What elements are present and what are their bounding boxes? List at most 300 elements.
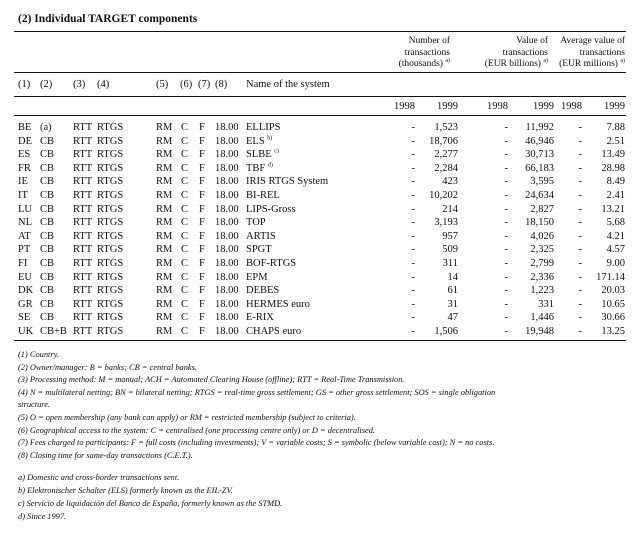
cell-memb bbox=[156, 258, 172, 269]
cell-geo bbox=[181, 149, 188, 160]
cell-text: 18.00 bbox=[215, 271, 239, 283]
cell-text: - bbox=[411, 298, 415, 310]
cell-geo bbox=[181, 312, 188, 323]
cell-a99 bbox=[601, 299, 625, 310]
cell-text: 18.00 bbox=[215, 285, 239, 297]
cell-v99 bbox=[525, 217, 554, 228]
year-val-1999: 1999 bbox=[533, 101, 554, 112]
cell-text: - bbox=[504, 312, 508, 324]
cell-t98 bbox=[412, 272, 416, 283]
cell-v99 bbox=[530, 176, 554, 187]
cell-a98 bbox=[579, 326, 583, 337]
cell-text: RTT bbox=[73, 230, 93, 242]
cell-text: LIPS-Gross bbox=[246, 203, 296, 215]
cell-name bbox=[246, 312, 274, 323]
cell-text: RM bbox=[156, 258, 173, 269]
cell-a98 bbox=[579, 258, 583, 269]
cell-a98 bbox=[579, 272, 583, 283]
cell-text: 20.03 bbox=[601, 285, 625, 297]
cell-memb bbox=[156, 231, 172, 242]
cell-text: RM bbox=[156, 190, 173, 201]
cell-v99 bbox=[530, 244, 554, 255]
year-tx-1998: 1998 bbox=[394, 101, 415, 112]
cell-text: RTGS bbox=[97, 326, 124, 337]
cell-text: - bbox=[578, 162, 582, 174]
cell-text: C bbox=[181, 271, 189, 283]
cell-text: RTT bbox=[73, 298, 93, 310]
header-rule bbox=[14, 72, 626, 73]
year-tx-1999: 1999 bbox=[437, 101, 458, 112]
cell-text: 5.68 bbox=[606, 217, 625, 229]
cell-v99 bbox=[530, 285, 554, 296]
cell-memb bbox=[156, 285, 172, 296]
cell-close bbox=[215, 312, 239, 323]
cell-text: - bbox=[504, 217, 508, 229]
cell-text: CB bbox=[40, 162, 55, 174]
header-transactions bbox=[399, 36, 450, 71]
cell-country bbox=[18, 122, 31, 133]
cell-text: - bbox=[578, 135, 582, 147]
cell-net bbox=[97, 122, 123, 133]
cell-net bbox=[97, 299, 123, 310]
cell-a99 bbox=[601, 149, 625, 160]
cell-text: 311 bbox=[442, 258, 458, 269]
cell-country bbox=[18, 190, 28, 201]
cell-proc bbox=[73, 122, 92, 133]
cell-text: 46,946 bbox=[525, 135, 554, 147]
cell-text: - bbox=[411, 149, 415, 161]
cell-text: C bbox=[181, 203, 189, 215]
cell-memb bbox=[156, 217, 172, 228]
note: d) Since 1997. bbox=[18, 512, 67, 521]
cell-text: - bbox=[411, 285, 415, 297]
cell-text: CB bbox=[40, 135, 55, 147]
cell-v99 bbox=[525, 190, 554, 201]
cell-text: EPM bbox=[246, 271, 268, 283]
cell-text: - bbox=[504, 258, 508, 269]
cell-v98 bbox=[505, 122, 509, 133]
cell-text: C bbox=[181, 190, 189, 201]
cell-text: 9.00 bbox=[606, 258, 625, 269]
cell-text: - bbox=[504, 122, 508, 133]
cell-t98 bbox=[412, 258, 416, 269]
cell-text: C bbox=[181, 244, 189, 256]
cell-text: 18.00 bbox=[215, 135, 239, 147]
cell-text: 18.00 bbox=[215, 258, 239, 269]
cell-text: BOF-RTGS bbox=[246, 258, 297, 269]
cell-proc bbox=[73, 272, 92, 283]
cell-text: C bbox=[181, 122, 189, 133]
cell-text: - bbox=[411, 135, 415, 147]
cell-text: - bbox=[504, 271, 508, 283]
cell-t99 bbox=[442, 176, 458, 187]
cell-text: SLBE bbox=[246, 149, 272, 161]
cell-text: RTT bbox=[73, 285, 93, 297]
cell-v98 bbox=[505, 163, 509, 174]
cell-proc bbox=[73, 285, 92, 296]
cell-country bbox=[18, 272, 32, 283]
cell-text: 18.00 bbox=[215, 217, 239, 229]
cell-text: RM bbox=[156, 230, 173, 242]
cell-text: F bbox=[199, 135, 205, 147]
year-val-1998: 1998 bbox=[487, 101, 508, 112]
cell-text: - bbox=[504, 149, 508, 161]
cell-text: ELLIPS bbox=[246, 122, 281, 133]
cell-v98 bbox=[505, 272, 509, 283]
table-title: (2) Individual TARGET components bbox=[18, 13, 198, 25]
cell-text: - bbox=[578, 244, 582, 256]
cell-text: 1,223 bbox=[530, 285, 554, 297]
cell-text: 18.00 bbox=[215, 149, 239, 161]
cell-text: RTT bbox=[73, 244, 93, 256]
cell-text: 11,992 bbox=[525, 122, 554, 133]
cell-text: F bbox=[199, 190, 205, 201]
cell-name bbox=[246, 190, 280, 201]
cell-owner bbox=[40, 190, 54, 201]
cell-a98 bbox=[579, 204, 583, 215]
cell-t99 bbox=[434, 163, 458, 174]
cell-text: - bbox=[578, 230, 582, 242]
cell-text: - bbox=[411, 190, 415, 201]
cell-text: C bbox=[181, 217, 189, 229]
footnote-ref: a) bbox=[445, 57, 450, 64]
header-value bbox=[485, 36, 548, 71]
cell-text: 24,634 bbox=[525, 190, 554, 201]
cell-a98 bbox=[579, 299, 583, 310]
cell-text: 61 bbox=[447, 285, 458, 297]
header-unit: (thousands) bbox=[398, 59, 443, 69]
cell-text: CB bbox=[40, 244, 55, 256]
cell-text: 423 bbox=[442, 176, 458, 188]
cell-close bbox=[215, 176, 239, 187]
cell-text: RTT bbox=[73, 162, 93, 174]
header-unit: (EUR billions) bbox=[484, 59, 541, 69]
cell-text: RTGS bbox=[97, 230, 124, 242]
cell-name bbox=[246, 136, 272, 147]
cell-text: DK bbox=[18, 285, 34, 297]
cell-owner bbox=[40, 299, 54, 310]
cell-text: 18.00 bbox=[215, 312, 239, 324]
cell-text: RTGS bbox=[97, 122, 124, 133]
cell-text: 18.00 bbox=[215, 190, 239, 201]
cell-net bbox=[97, 285, 123, 296]
cell-text: RTGS bbox=[97, 162, 124, 174]
cell-a99 bbox=[601, 204, 625, 215]
cell-text: RTGS bbox=[97, 217, 124, 229]
cell-text: PT bbox=[18, 244, 31, 256]
cell-t98 bbox=[412, 122, 416, 133]
cell-text: RTGS bbox=[97, 149, 124, 161]
header-line: Average value of bbox=[560, 36, 625, 46]
cell-geo bbox=[181, 163, 188, 174]
cell-text: (a) bbox=[40, 122, 52, 133]
cell-owner bbox=[40, 176, 54, 187]
cell-text: - bbox=[411, 203, 415, 215]
cell-text: - bbox=[578, 326, 582, 337]
cell-t98 bbox=[412, 204, 416, 215]
cell-v98 bbox=[505, 204, 509, 215]
cell-text: - bbox=[578, 149, 582, 161]
cell-text: RTGS bbox=[97, 244, 124, 256]
cell-text: 10.65 bbox=[601, 298, 625, 310]
cell-close bbox=[215, 272, 239, 283]
cell-v98 bbox=[505, 217, 509, 228]
cell-text: CB bbox=[40, 217, 55, 229]
cell-text: UK bbox=[18, 326, 34, 337]
cell-text: ELS bbox=[246, 135, 265, 147]
cell-text: F bbox=[199, 176, 205, 188]
cell-t98 bbox=[412, 231, 416, 242]
cell-text: - bbox=[504, 203, 508, 215]
note: a) Domestic and cross-border transactions sent. bbox=[18, 473, 180, 482]
cell-proc bbox=[73, 244, 92, 255]
cell-a98 bbox=[579, 312, 583, 323]
cell-net bbox=[97, 176, 123, 187]
cell-text: F bbox=[199, 230, 205, 242]
cell-owner bbox=[40, 217, 54, 228]
cell-geo bbox=[181, 122, 188, 133]
cell-geo bbox=[181, 176, 188, 187]
cell-text: E-RIX bbox=[246, 312, 274, 324]
cell-text: 1,523 bbox=[434, 122, 458, 133]
cell-text: ES bbox=[18, 149, 31, 161]
cell-country bbox=[18, 149, 30, 160]
cell-t99 bbox=[429, 136, 458, 147]
cell-text: 10,202 bbox=[429, 190, 458, 201]
cell-text: 18.00 bbox=[215, 230, 239, 242]
cell-text: CB bbox=[40, 230, 55, 242]
cell-proc bbox=[73, 190, 92, 201]
footnote-ref: a) bbox=[620, 57, 625, 64]
cell-text: F bbox=[199, 258, 205, 269]
cell-text: RM bbox=[156, 176, 173, 188]
cell-proc bbox=[73, 231, 92, 242]
cell-a98 bbox=[579, 190, 583, 201]
header-line: Value of bbox=[516, 36, 548, 46]
cell-name bbox=[246, 258, 296, 269]
cell-text: BI-REL bbox=[246, 190, 280, 201]
cell-text: 2,284 bbox=[434, 162, 458, 174]
col-label-name: Name of the system bbox=[246, 79, 330, 90]
footnote: structure. bbox=[18, 400, 51, 410]
cell-t99 bbox=[442, 244, 458, 255]
cell-text: 8.49 bbox=[606, 176, 625, 188]
cell-geo bbox=[181, 244, 188, 255]
cell-v98 bbox=[505, 244, 509, 255]
cell-text: 18.00 bbox=[215, 122, 239, 133]
cell-name bbox=[246, 149, 279, 160]
cell-text: 957 bbox=[442, 230, 458, 242]
cell-text: RTT bbox=[73, 312, 93, 324]
cell-text: TBF bbox=[246, 162, 266, 174]
cell-geo bbox=[181, 285, 188, 296]
footnote: (8) Closing time for same-day transactions (C.E.T.). bbox=[18, 450, 193, 460]
cell-memb bbox=[156, 163, 172, 174]
cell-text: 18.00 bbox=[215, 176, 239, 188]
cell-text: - bbox=[578, 258, 582, 269]
cell-close bbox=[215, 299, 239, 310]
cell-text: 3,595 bbox=[530, 176, 554, 188]
cell-text: 30,713 bbox=[525, 149, 554, 161]
cell-proc bbox=[73, 163, 92, 174]
cell-text: RM bbox=[156, 203, 173, 215]
cell-net bbox=[97, 204, 123, 215]
cell-text: C bbox=[181, 135, 189, 147]
cell-country bbox=[18, 204, 32, 215]
cell-text: DE bbox=[18, 135, 32, 147]
cell-close bbox=[215, 136, 239, 147]
header-unit: (EUR millions) bbox=[559, 59, 618, 69]
cell-text: 19,948 bbox=[525, 326, 554, 337]
cell-close bbox=[215, 285, 239, 296]
cell-text: 13.21 bbox=[601, 203, 625, 215]
footnote: (1) Country. bbox=[18, 350, 59, 359]
header-line: transactions bbox=[404, 47, 450, 58]
cell-text: BE bbox=[18, 122, 32, 133]
cell-text: RTGS bbox=[97, 285, 124, 297]
cell-text: CB bbox=[40, 149, 55, 161]
cell-fees bbox=[199, 258, 205, 269]
cell-text: 18.00 bbox=[215, 162, 239, 174]
cell-close bbox=[215, 258, 239, 269]
cell-text: ARTIS bbox=[246, 230, 276, 242]
cell-text: 66,183 bbox=[525, 162, 554, 174]
cell-memb bbox=[156, 312, 172, 323]
cell-fees bbox=[199, 204, 205, 215]
cell-text: RM bbox=[156, 122, 173, 133]
cell-name bbox=[246, 244, 272, 255]
cell-fees bbox=[199, 217, 205, 228]
cell-v98 bbox=[505, 176, 509, 187]
cell-fees bbox=[199, 176, 205, 187]
col-label-1: (1) bbox=[18, 79, 31, 90]
cell-close bbox=[215, 326, 239, 337]
cell-text: FI bbox=[18, 258, 28, 269]
cell-text: RTGS bbox=[97, 135, 124, 147]
header-line: transactions bbox=[502, 47, 548, 58]
cell-text: 4,026 bbox=[530, 230, 554, 242]
cell-v99 bbox=[530, 272, 554, 283]
cell-geo bbox=[181, 326, 188, 337]
cell-text: SE bbox=[18, 312, 31, 324]
note: b) Elektronischer Schalter (ELS) formerly known as the EIL-ZV. bbox=[18, 486, 233, 495]
footnote-ref: a) bbox=[543, 57, 548, 64]
cell-a98 bbox=[579, 149, 583, 160]
cell-country bbox=[18, 217, 32, 228]
cell-net bbox=[97, 190, 123, 201]
cell-text: RM bbox=[156, 326, 173, 337]
cell-country bbox=[18, 285, 33, 296]
cell-net bbox=[97, 272, 123, 283]
cell-t98 bbox=[412, 299, 416, 310]
cell-text: RTGS bbox=[97, 312, 124, 324]
cell-text: RM bbox=[156, 312, 173, 324]
cell-proc bbox=[73, 149, 92, 160]
cell-text: 14 bbox=[447, 271, 458, 283]
cell-t99 bbox=[434, 326, 458, 337]
cell-geo bbox=[181, 231, 188, 242]
footnote: (4) N = multilateral netting; BN = bilateral netting; RTGS = real-time gross settlement; GS = other gross settlement; SOS = single obligation bbox=[18, 387, 496, 397]
col-label-6: (6) bbox=[180, 79, 193, 90]
header-line: Number of bbox=[408, 36, 450, 46]
cell-name bbox=[246, 272, 268, 283]
cell-a99 bbox=[607, 258, 625, 269]
year-avg-1998: 1998 bbox=[561, 101, 582, 112]
cell-text: C bbox=[181, 326, 189, 337]
col-label-8: (8) bbox=[215, 79, 228, 90]
cell-a99 bbox=[607, 217, 625, 228]
cell-country bbox=[18, 136, 32, 147]
cell-proc bbox=[73, 299, 92, 310]
cell-country bbox=[18, 244, 30, 255]
cell-text: - bbox=[578, 217, 582, 229]
cell-text: RM bbox=[156, 217, 173, 229]
cell-text: C bbox=[181, 298, 189, 310]
cell-text: SPGT bbox=[246, 244, 272, 256]
cell-text: - bbox=[578, 312, 582, 324]
cell-t99 bbox=[442, 204, 458, 215]
cell-v99 bbox=[530, 204, 554, 215]
cell-t98 bbox=[412, 176, 416, 187]
cell-text: GR bbox=[18, 298, 33, 310]
cell-t98 bbox=[412, 190, 416, 201]
cell-text: 18.00 bbox=[215, 244, 239, 256]
cell-a98 bbox=[579, 217, 583, 228]
cell-text: - bbox=[504, 162, 508, 174]
cell-text: - bbox=[504, 135, 508, 147]
cell-memb bbox=[156, 136, 172, 147]
cell-text: - bbox=[578, 285, 582, 297]
cell-text: F bbox=[199, 285, 205, 297]
cell-text: DEBES bbox=[246, 285, 280, 297]
top-rule bbox=[14, 31, 626, 32]
cell-text: RM bbox=[156, 271, 173, 283]
cell-text: 18.00 bbox=[215, 203, 239, 215]
cell-v98 bbox=[505, 299, 509, 310]
cell-proc bbox=[73, 258, 92, 269]
cell-owner bbox=[40, 204, 54, 215]
cell-a98 bbox=[579, 231, 583, 242]
cell-country bbox=[18, 326, 33, 337]
cell-text: 31 bbox=[447, 298, 458, 310]
cell-text: - bbox=[578, 176, 582, 188]
cell-owner bbox=[40, 149, 54, 160]
cell-text: 28.98 bbox=[601, 162, 625, 174]
cell-t98 bbox=[412, 163, 416, 174]
cell-name bbox=[246, 299, 310, 310]
cell-text: RTT bbox=[73, 149, 93, 161]
cell-a99 bbox=[601, 285, 625, 296]
cell-memb bbox=[156, 272, 172, 283]
cell-owner bbox=[40, 272, 54, 283]
cell-text: CB bbox=[40, 203, 55, 215]
cell-t99 bbox=[448, 285, 459, 296]
cell-text: RTT bbox=[73, 217, 93, 229]
cell-v99 bbox=[538, 299, 554, 310]
cell-name bbox=[246, 285, 279, 296]
cell-a99 bbox=[607, 136, 625, 147]
cell-v98 bbox=[505, 231, 509, 242]
cell-text: - bbox=[578, 203, 582, 215]
cell-text: RTGS bbox=[97, 258, 124, 269]
cell-t98 bbox=[412, 136, 416, 147]
cell-fees bbox=[199, 190, 205, 201]
cell-net bbox=[97, 326, 123, 337]
cell-text: 13.49 bbox=[601, 149, 625, 161]
cell-v99 bbox=[530, 231, 554, 242]
footnote: (5) O = open membership (any bank can apply) or RM = restricted membership (subject to criteria). bbox=[18, 413, 356, 422]
cell-fees bbox=[199, 122, 205, 133]
